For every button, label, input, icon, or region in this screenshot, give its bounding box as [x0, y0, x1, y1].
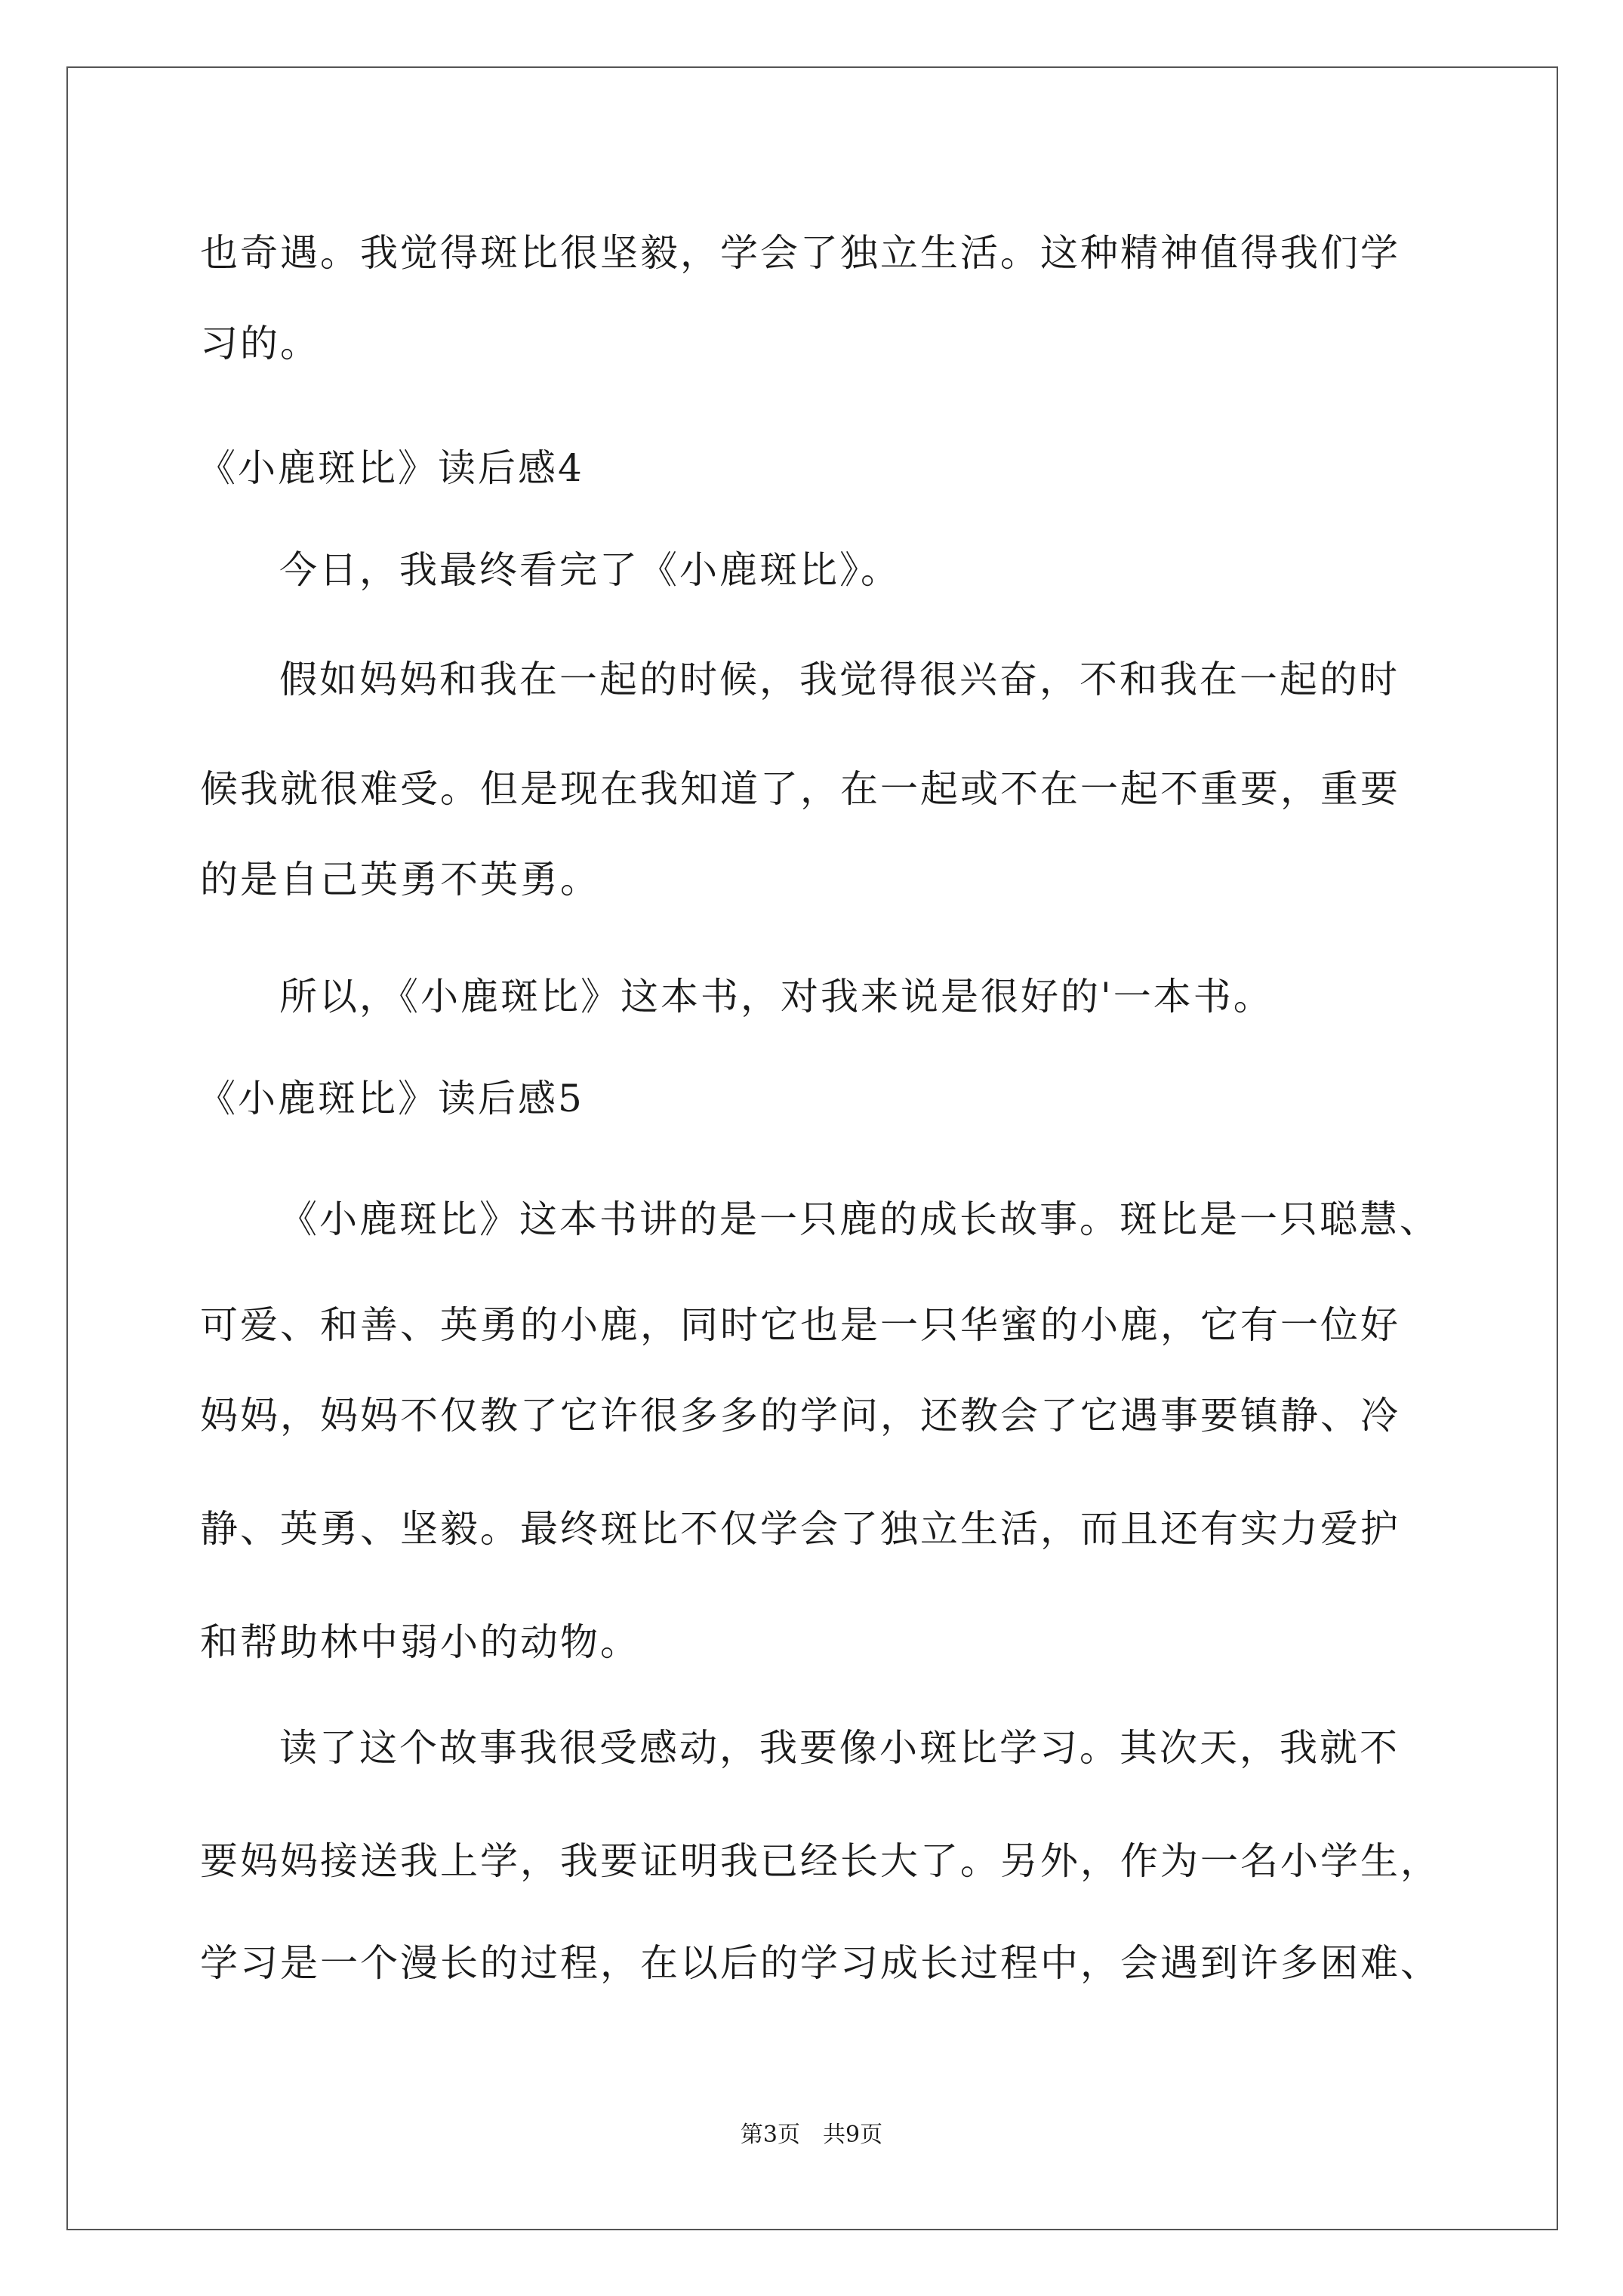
paragraph-line: 要妈妈接送我上学，我要证明我已经长大了。另外，作为一名小学生，: [200, 1839, 1440, 1883]
paragraph-line: 读了这个故事我很受感动，我要像小斑比学习。其次天，我就不: [279, 1726, 1400, 1770]
paragraph-line: 可爱、和善、英勇的小鹿，同时它也是一只华蜜的小鹿，它有一位好: [200, 1303, 1400, 1347]
page-border: [66, 66, 1558, 2230]
page-number-footer: 第3页 共9页: [740, 2122, 883, 2148]
paragraph-line: 假如妈妈和我在一起的时候，我觉得很兴奋，不和我在一起的时: [279, 658, 1400, 701]
section-heading-4: 《小鹿斑比》读后感4: [198, 446, 584, 490]
section-heading-5: 《小鹿斑比》读后感5: [198, 1077, 584, 1120]
paragraph-line: 今日，我最终看完了《小鹿斑比》。: [279, 548, 901, 592]
paragraph-line: 妈妈，妈妈不仅教了它许很多多的学问，还教会了它遇事要镇静、冷: [200, 1394, 1400, 1438]
paragraph-line: 也奇遇。我觉得斑比很坚毅，学会了独立生活。这种精神值得我们学: [200, 231, 1400, 275]
paragraph-line: 《小鹿斑比》这本书讲的是一只鹿的成长故事。斑比是一只聪慧、: [279, 1197, 1440, 1241]
paragraph-line: 候我就很难受。但是现在我知道了，在一起或不在一起不重要，重要: [200, 767, 1400, 811]
paragraph-line: 静、英勇、坚毅。最终斑比不仅学会了独立生活，而且还有实力爱护: [200, 1507, 1400, 1551]
paragraph-line: 的是自己英勇不英勇。: [200, 858, 600, 901]
paragraph-line: 和帮助林中弱小的动物。: [200, 1620, 640, 1664]
paragraph-line: 学习是一个漫长的过程，在以后的学习成长过程中，会遇到许多困难、: [200, 1941, 1440, 1985]
paragraph-line: 习的。: [200, 322, 320, 365]
paragraph-line: 所以，《小鹿斑比》这本书，对我来说是很好的'一本书。: [279, 975, 1273, 1019]
